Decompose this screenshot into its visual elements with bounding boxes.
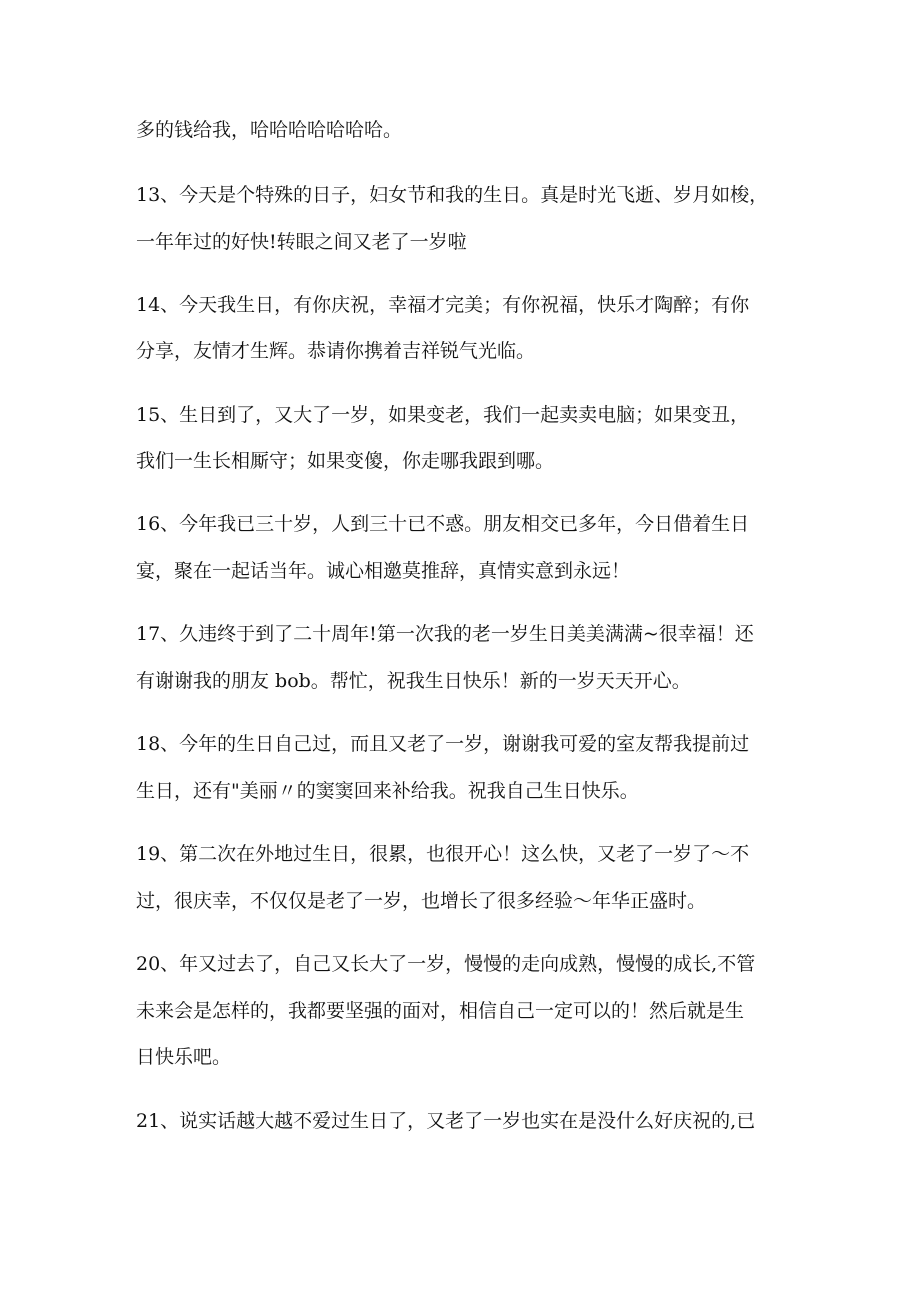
text-line: 生日，还有"美丽〃的窦窦回来补给我。祝我自己生日快乐。 [136, 780, 639, 802]
text-line: 日快乐吧。 [136, 1046, 232, 1068]
text-line: 18、今年的生日自己过，而且又老了一岁，谢谢我可爱的室友帮我提前过 [136, 733, 750, 755]
text-line: 17、久违终于到了二十周年!第一次我的老一岁生日美美满满~很幸福！还 [136, 623, 754, 645]
text-line: 分享，友情才生辉。恭请你携着吉祥锐气光临。 [136, 340, 536, 362]
text-line: 13、今天是个特殊的日子，妇女节和我的生日。真是时光飞逝、岁月如梭， [136, 184, 769, 206]
text-line: 20、年又过去了，自己又长大了一岁，慢慢的走向成熟，慢慢的成长,不管 [136, 953, 756, 975]
text-line: 我们一生长相厮守；如果变傻，你走哪我跟到哪。 [136, 450, 555, 472]
text-line: 一年年过的好快!转眼之间又老了一岁啦 [136, 231, 467, 253]
text-line: 19、第二次在外地过生日，很累，也很开心！这么快，又老了一岁了～不 [136, 843, 750, 865]
text-line: 宴，聚在一起话当年。诚心相邀莫推辞，真情实意到永远！ [136, 560, 631, 582]
text-line: 21、说实话越大越不爱过生日了，又老了一岁也实在是没什么好庆祝的,已 [136, 1110, 756, 1132]
text-line: 有谢谢我的朋友 bob。帮忙，祝我生日快乐！新的一岁天天开心。 [136, 670, 691, 692]
text-line: 15、生日到了，又大了一岁，如果变老，我们一起卖卖电脑；如果变丑， [136, 404, 750, 426]
text-line: 14、今天我生日，有你庆祝，幸福才完美；有你祝福，快乐才陶醉；有你 [136, 294, 750, 316]
text-line: 未来会是怎样的，我都要坚强的面对，相信自己一定可以的！然后就是生 [136, 1000, 745, 1022]
text-line: 多的钱给我，哈哈哈哈哈哈哈。 [136, 119, 403, 141]
text-line: 16、今年我已三十岁，人到三十已不惑。朋友相交已多年，今日借着生日 [136, 513, 750, 535]
text-line: 过，很庆幸，不仅仅是老了一岁，也增长了很多经验～年华正盛时。 [136, 890, 707, 912]
